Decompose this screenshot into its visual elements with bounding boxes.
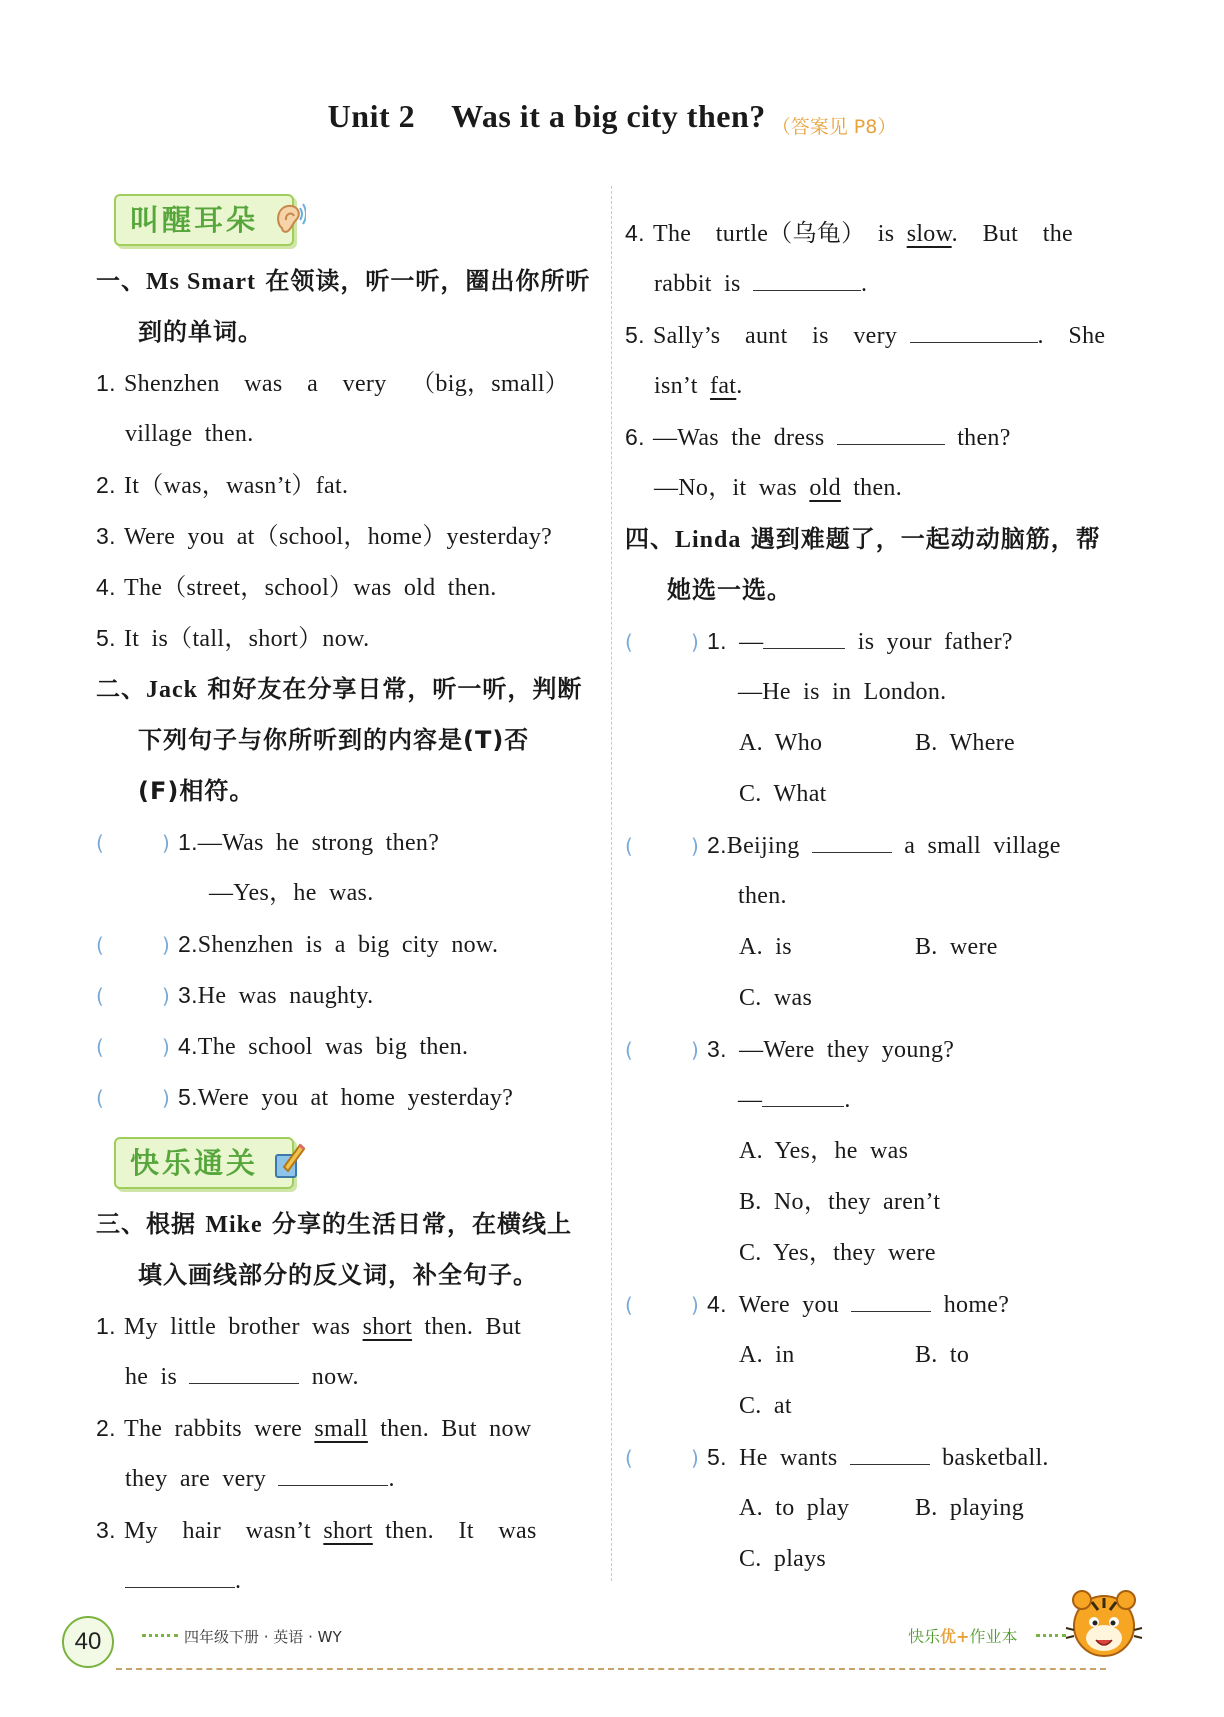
pencil-icon [272, 1141, 306, 1181]
answer-blank[interactable] [837, 418, 945, 445]
section-1-heading-cont: 到的单词。 [138, 318, 263, 346]
option-c[interactable]: C. Yes，they were [739, 1240, 936, 1266]
s4-q3-option-c [625, 1228, 1135, 1279]
s3-item-5: 5. Sally’s aunt is very . She [625, 310, 1135, 361]
s4-q2-options [625, 922, 1135, 973]
s3-item-2-cont: they are very . [96, 1454, 601, 1505]
left-column [96, 190, 601, 1607]
tiger-mascot-icon [1062, 1580, 1146, 1670]
section-3-heading-cont: 填入画线部分的反义词，补全句子。 [138, 1261, 538, 1289]
page-title [0, 98, 1224, 138]
s3-item-6-reply: —No，it was old then. [654, 475, 903, 501]
brand-label: 快乐优+作业本 [908, 1627, 1018, 1646]
s2-item-4: ( ) 4.The school was big then. [96, 1021, 601, 1072]
section-2-heading-cont-2: (F)相符。 [138, 777, 255, 805]
s1-item-1: 1. Shenzhen was a very （big，small） [96, 370, 570, 397]
s3-item-6: 6. —Was the dress then? [625, 412, 1135, 463]
answer-blank[interactable] [812, 826, 892, 853]
s1-item-3: 3. Were you at（school，home）yesterday? [96, 523, 553, 550]
answer-blank[interactable] [850, 1438, 930, 1465]
answer-blank[interactable] [125, 1561, 235, 1588]
s2-item-3: ( ) 3.He was naughty. [96, 970, 601, 1021]
answer-bracket[interactable]: ( ) [96, 831, 171, 855]
s4-q4-options [625, 1330, 1135, 1381]
s3-item-2: 2. The rabbits were small then. But now [96, 1415, 532, 1442]
s2-item-1: ( ) 1.—Was he strong then? [96, 817, 601, 868]
s3-item-1: 1. My little brother was short then. But [96, 1313, 522, 1340]
unit-label: Unit 2 [327, 98, 416, 134]
s3-item-3: 3. My hair wasn’t short then. It was [96, 1517, 537, 1544]
badge-listen [114, 194, 294, 246]
page-footer [0, 1612, 1224, 1692]
s3-item-5-cont: isn’t fat. [654, 373, 743, 399]
s1-item-5: 5. It is（tall，short）now. [96, 625, 370, 652]
s3-item-4-cont: rabbit is . [625, 259, 1135, 310]
answer-bracket[interactable]: ( ) [625, 1038, 700, 1062]
option-a[interactable]: A. Yes，he was [739, 1138, 909, 1164]
answer-bracket[interactable]: ( ) [96, 1035, 171, 1059]
badge-practice [114, 1137, 294, 1189]
badge-practice-label: 快乐通关 [130, 1146, 259, 1180]
ear-icon [272, 198, 306, 238]
s4-q2: ( ) 2.Beijing a small village [625, 820, 1135, 871]
option-c[interactable]: C. plays [739, 1546, 827, 1572]
answer-bracket[interactable]: ( ) [96, 984, 171, 1008]
s1-item-2: 2. It（was，wasn’t）fat. [96, 472, 349, 499]
section-4-heading: 四、Linda 遇到难题了，一起动动脑筋，帮 [625, 525, 1101, 553]
option-a[interactable]: A. in [739, 1342, 795, 1368]
option-a[interactable]: A. is [739, 934, 792, 960]
s4-q5-options [625, 1483, 1135, 1534]
s3-item-3-cont: . [96, 1556, 601, 1607]
section-2-heading: 二、Jack 和好友在分享日常，听一听，判断 [96, 675, 583, 703]
s4-q5-options-2 [625, 1534, 1135, 1585]
answer-blank[interactable] [753, 264, 861, 291]
answer-bracket[interactable]: ( ) [625, 834, 700, 858]
unit-title: Was it a big city then? [451, 98, 766, 134]
answer-blank[interactable] [278, 1459, 388, 1486]
option-b[interactable]: B. No，they aren’t [739, 1189, 941, 1215]
s1-item-4: 4. The（street，school）was old then. [96, 574, 497, 601]
option-c[interactable]: C. What [739, 781, 827, 807]
option-b[interactable]: B. playing [915, 1495, 1024, 1521]
section-1-heading: 一、Ms Smart 在领读，听一听，圈出你所听 [96, 267, 591, 295]
s4-q1-options-2 [625, 769, 1135, 820]
section-2-heading-cont: 下列句子与你所听到的内容是(T)否 [138, 726, 530, 754]
s2-item-5: ( ) 5.Were you at home yesterday? [96, 1072, 601, 1123]
footer-dots-left [142, 1634, 178, 1637]
answer-bracket[interactable]: ( ) [625, 1293, 700, 1317]
s2-item-2: ( ) 2.Shenzhen is a big city now. [96, 919, 601, 970]
s4-q1: ( ) 1. — is your father? [625, 616, 1135, 667]
answer-reference: （答案见 P8） [771, 116, 897, 138]
option-a[interactable]: A. Who [739, 730, 823, 756]
badge-listen-label: 叫醒耳朵 [130, 203, 259, 237]
option-b[interactable]: B. to [915, 1342, 970, 1368]
s4-q1-reply: —He is in London. [738, 679, 947, 705]
s3-item-1-cont: he is now. [96, 1352, 601, 1403]
option-b[interactable]: B. Where [915, 730, 1015, 756]
answer-bracket[interactable]: ( ) [625, 1446, 700, 1470]
s4-q3: ( ) 3. —Were they young? [625, 1024, 1135, 1075]
answer-bracket[interactable]: ( ) [96, 1086, 171, 1110]
s4-q3-option-a [625, 1126, 1135, 1177]
grade-label: 四年级下册 · 英语 · WY [184, 1628, 342, 1646]
right-column [625, 208, 1135, 1585]
s4-q4-options-2 [625, 1381, 1135, 1432]
option-c[interactable]: C. was [739, 985, 813, 1011]
s1-item-1-cont: village then. [125, 421, 254, 447]
option-a[interactable]: A. to play [739, 1495, 850, 1521]
s4-q4: ( ) 4. Were you home? [625, 1279, 1135, 1330]
column-divider [611, 186, 612, 1581]
s4-q3-option-b [625, 1177, 1135, 1228]
answer-blank[interactable] [851, 1285, 931, 1312]
answer-blank[interactable] [910, 316, 1038, 343]
s4-q1-options [625, 718, 1135, 769]
answer-blank[interactable] [762, 1080, 844, 1107]
answer-bracket[interactable]: ( ) [96, 933, 171, 957]
option-c[interactable]: C. at [739, 1393, 792, 1419]
option-b[interactable]: B. were [915, 934, 998, 960]
answer-blank[interactable] [189, 1357, 299, 1384]
s4-q2-cont: then. [738, 883, 787, 909]
section-3-heading: 三、根据 Mike 分享的生活日常，在横线上 [96, 1210, 573, 1238]
s2-item-1-reply: —Yes，he was. [209, 880, 374, 906]
footer-rule [116, 1668, 1106, 1670]
page-number: 40 [62, 1616, 114, 1668]
s4-q3-reply: — . [625, 1075, 1135, 1126]
s4-q5: ( ) 5. He wants basketball. [625, 1432, 1135, 1483]
section-4-heading-cont: 她选一选。 [667, 576, 792, 604]
s4-q2-options-2 [625, 973, 1135, 1024]
s3-item-4: 4. The turtle（乌龟） is slow. But the [625, 220, 1073, 247]
answer-blank[interactable] [763, 622, 845, 649]
answer-bracket[interactable]: ( ) [625, 630, 700, 654]
